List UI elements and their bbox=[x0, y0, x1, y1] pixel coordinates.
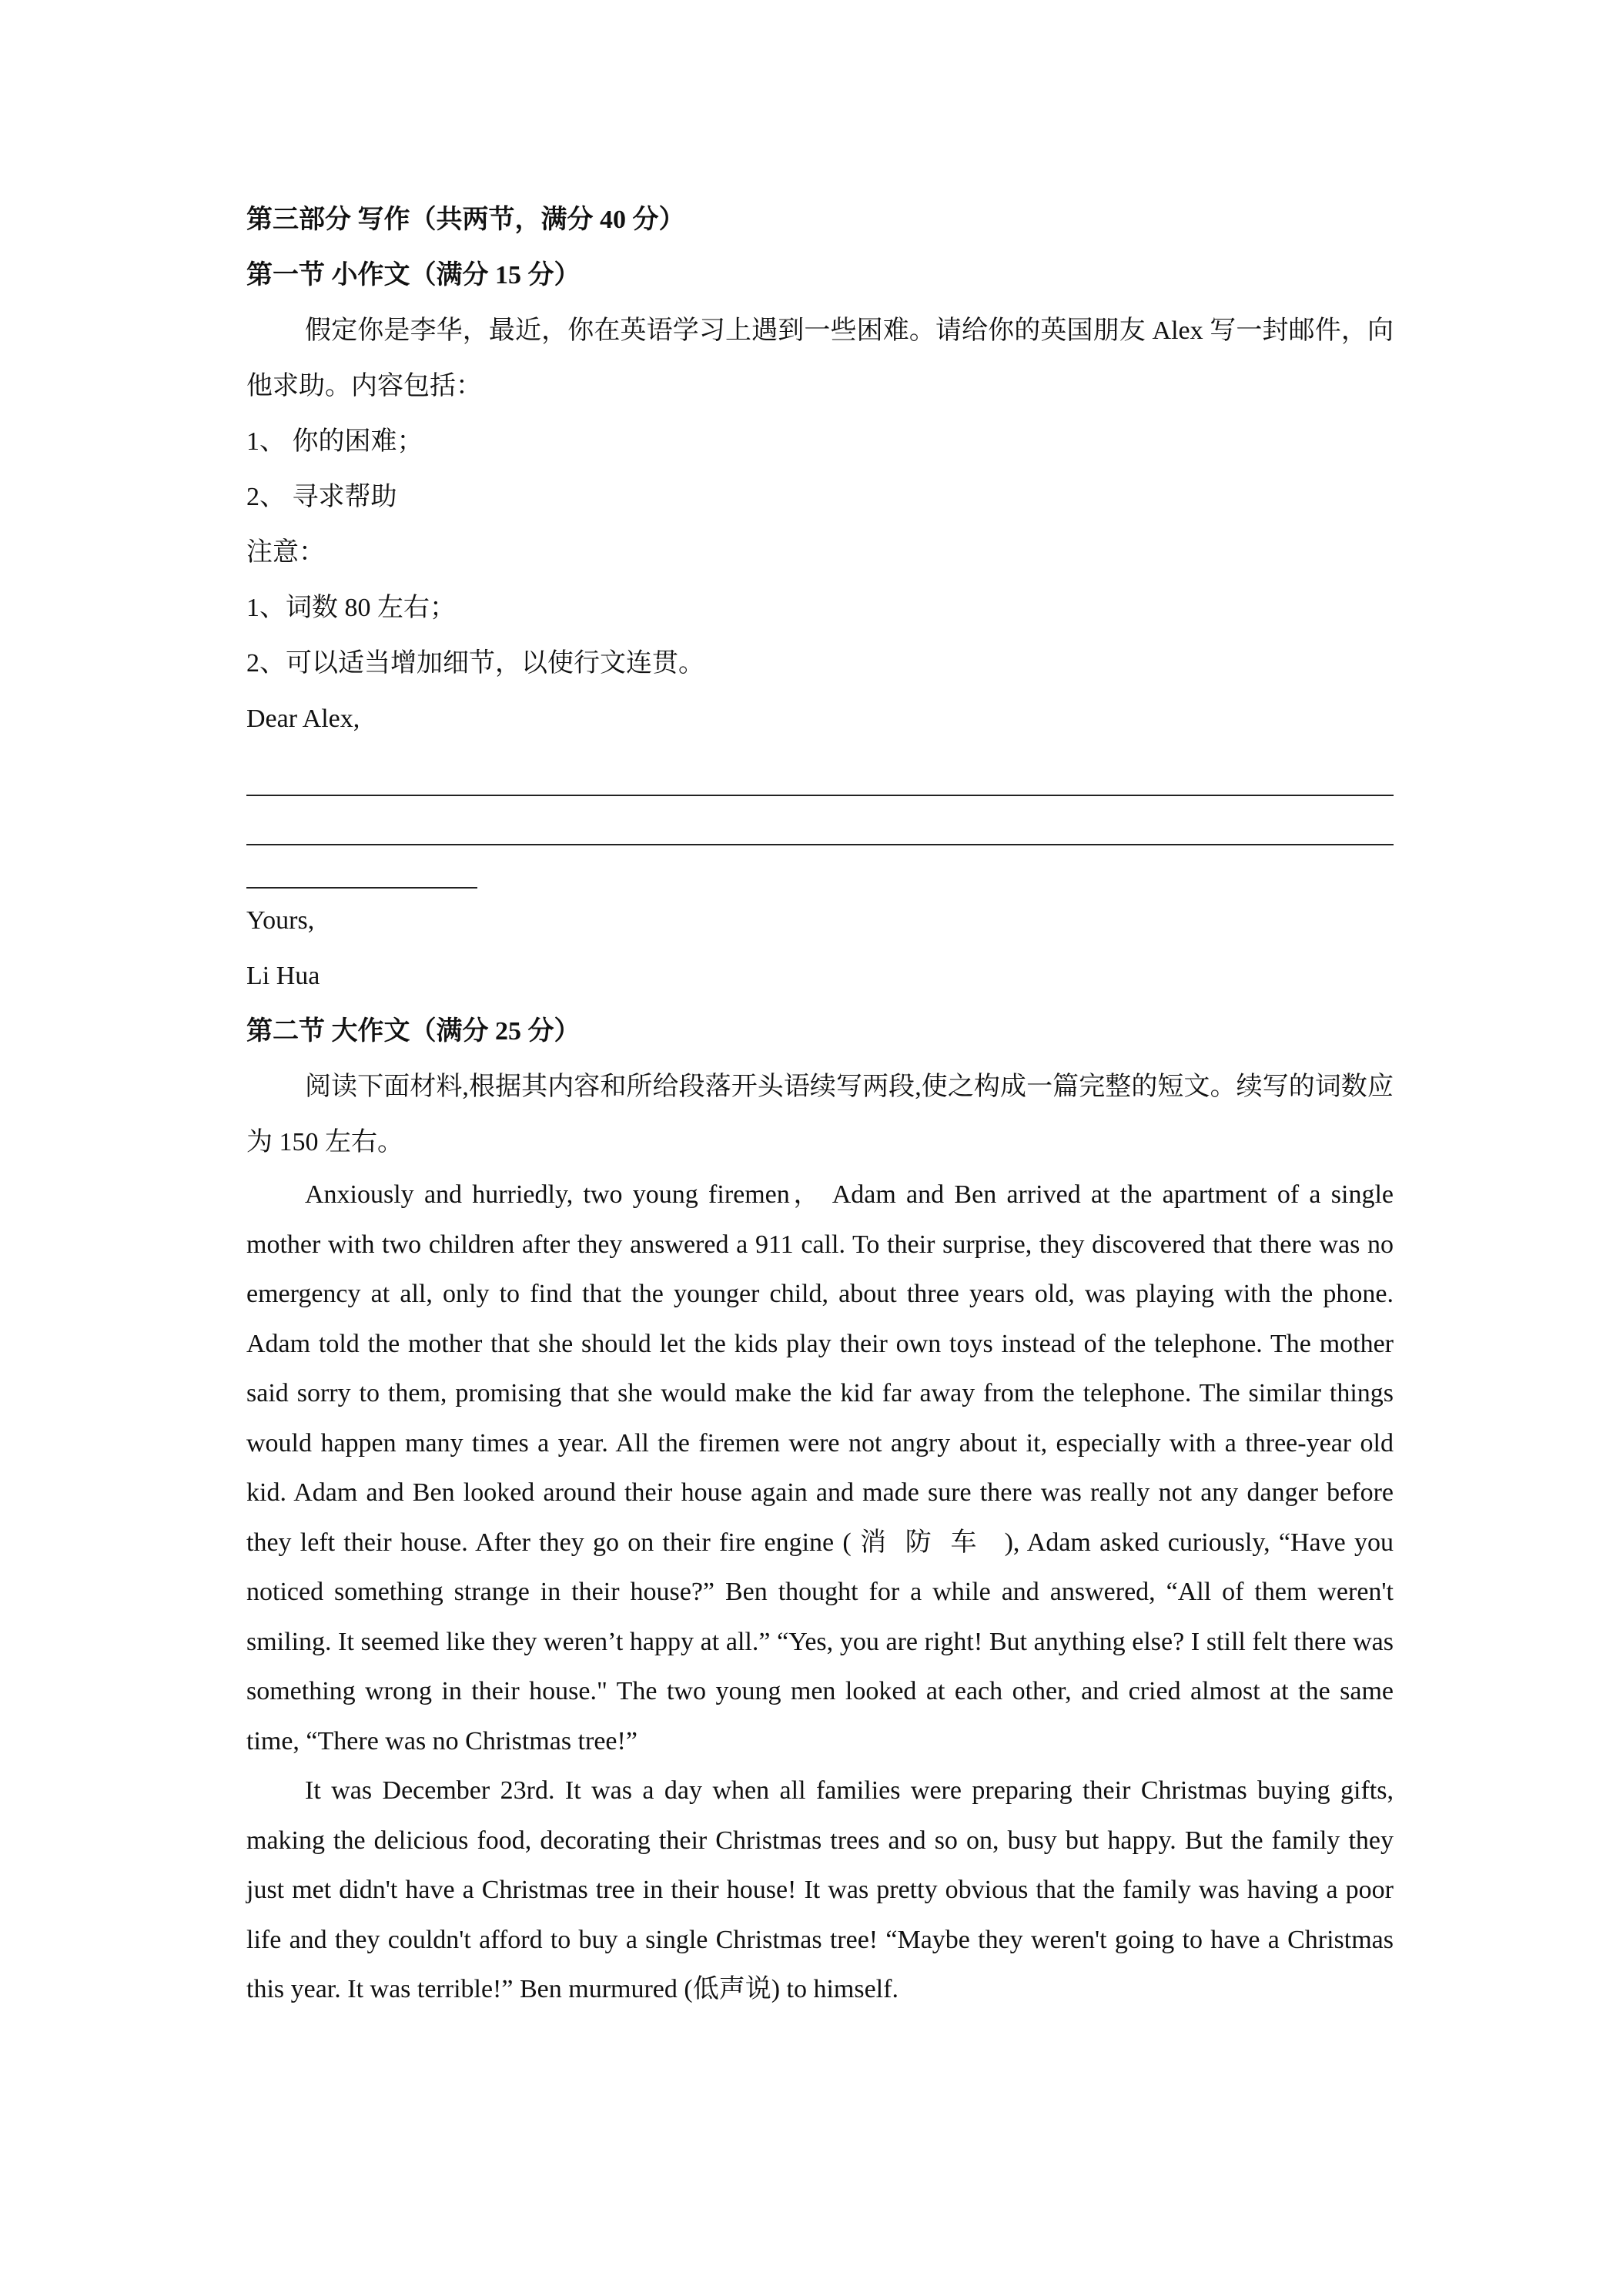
letter-greeting: Dear Alex, bbox=[246, 705, 360, 733]
gloss-fire-engine: 消防车 bbox=[860, 1528, 996, 1557]
letter-signature: Li Hua bbox=[246, 962, 320, 990]
gloss-murmured: 低声说 bbox=[692, 1975, 771, 2003]
section2-heading: 第二节 大作文（满分 25 分） bbox=[246, 1017, 581, 1046]
part3-heading: 第三部分 写作（共两节，满分 40 分） bbox=[246, 206, 685, 234]
story-p1-text-b: ), Adam asked curiously, “Have you noticed something strange in their house?” Ben thought for a while and answered, “All of them weren't smiling. It seemed like they weren’t happy at all.” “Yes, you are right! But anything else? I still felt there was something wrong in their house." The two young men looked at each other, and cried almost at the same time, “There was no Christmas tree!” bbox=[246, 1528, 1394, 1755]
content-item-2: 2、 寻求帮助 bbox=[246, 483, 397, 511]
section1-prompt: 假定你是李华，最近，你在英语学习上遇到一些困难。请给你的英国朋友 Alex 写一封邮件，向他求助。内容包括： bbox=[246, 316, 1394, 400]
notes-label: 注意： bbox=[246, 538, 325, 567]
exam-page bbox=[246, 192, 1394, 2015]
answer-line-3[interactable] bbox=[246, 845, 477, 889]
note-2: 2、可以适当增加细节，以使行文连贯。 bbox=[246, 649, 704, 678]
answer-line-1[interactable] bbox=[246, 747, 1394, 796]
story-p1-text-a: Anxiously and hurriedly, two young firemen， Adam and Ben arrived at the apartment of a single mother with two children after they answered a 911 call. To their surprise, they discovered that there was no emergency at all, only to find that the younger child, about three years old, was playing with the phone. Adam told the mother that she should let the kids play their own toys instead of the telephone. The mother said sorry to them, promising that she would make the kid far away from the telephone. The similar things would happen many times a year. All the firemen were not angry about it, especially with a three-year old kid. Adam and Ben looked around their house again and made sure there was really not any danger before they left their house. After they go on their fire engine ( bbox=[246, 1180, 1394, 1557]
story-paragraph-1 bbox=[246, 1170, 1394, 1766]
letter-closing: Yours, bbox=[246, 906, 315, 935]
story-paragraph-2 bbox=[246, 1766, 1394, 2015]
section2-prompt: 阅读下面材料,根据其内容和所给段落开头语续写两段,使之构成一篇完整的短文。续写的词数应为 150 左右。 bbox=[246, 1073, 1394, 1156]
section1-heading: 第一节 小作文（满分 15 分） bbox=[246, 261, 581, 290]
content-item-1: 1、 你的困难； bbox=[246, 427, 423, 456]
story-p2-text-b: ) to himself. bbox=[771, 1975, 899, 2003]
story-p2-text-a: It was December 23rd. It was a day when all families were preparing their Christmas buying gifts, making the delicious food, decorating their Christmas trees and so on, busy but happy. But the family they just met didn't have a Christmas tree in their house! It was pretty obvious that the family was having a poor life and they couldn't afford to buy a single Christmas tree! “Maybe they weren't going to have a Christmas this year. It was terrible!” Ben murmured ( bbox=[246, 1776, 1394, 2003]
answer-line-2[interactable] bbox=[246, 796, 1394, 845]
note-1: 1、词数 80 左右； bbox=[246, 594, 456, 622]
